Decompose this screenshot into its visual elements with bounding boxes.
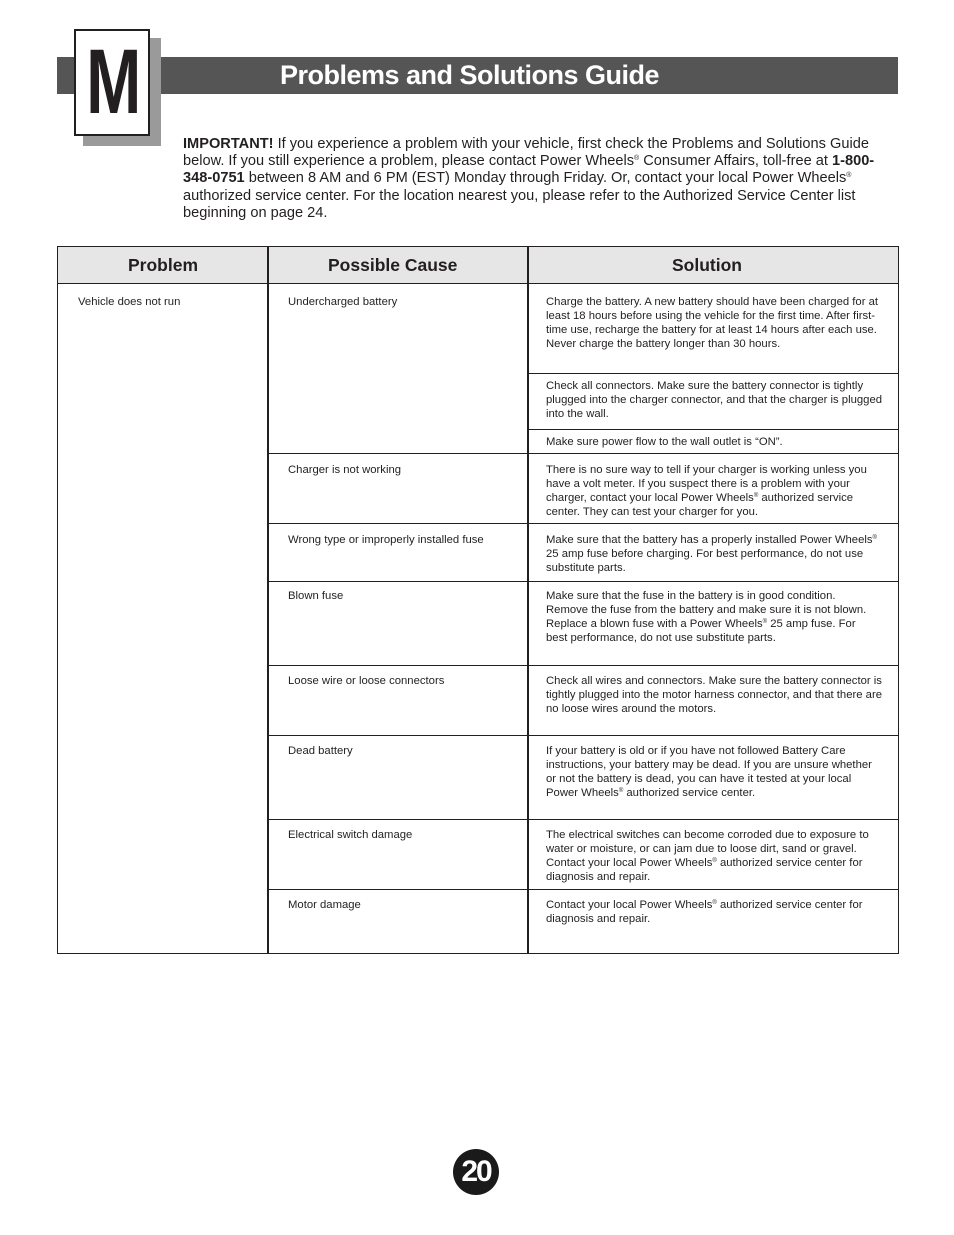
row-divider xyxy=(267,523,898,524)
registered-mark: ® xyxy=(846,172,852,180)
registered-mark: ® xyxy=(712,858,717,864)
header-problem: Problem xyxy=(128,255,199,275)
registered-mark: ® xyxy=(762,619,768,625)
registered-mark: ® xyxy=(753,493,759,499)
solution-text: 25 amp fuse before charging. For best performance, do not use substitute parts. xyxy=(546,548,864,574)
solution-text: If your battery is old or if you have not followed Battery Care instructions, your battery may be dead. If you are unsure whether or not the battery is dead, you can have it tested at your local Power Wheels xyxy=(546,745,872,799)
intro-paragraph xyxy=(183,136,883,222)
solution-text: 25 amp fuse. For best performance, do not use substitute parts. xyxy=(546,618,856,644)
problems-table xyxy=(57,246,899,954)
intro-text-3: between 8 AM and 6 PM (EST) Monday through Friday. Or, contact your local Power Wheels xyxy=(244,170,847,187)
header-cause: Possible Cause xyxy=(328,255,458,275)
row-divider xyxy=(267,665,898,666)
solution-text: Charge the battery. A new battery should have been charged for at least 18 hours before using the vehicle for the first time. After first-time use, recharge the battery for at least 14 hours after each use. Never charge the battery longer than 30 hours. xyxy=(546,296,879,350)
intro-text-4: authorized service center. For the location nearest you, please refer to the Authorized Service Center list beginning on page 24. xyxy=(183,187,856,221)
cause-cell: Dead battery xyxy=(288,745,353,757)
registered-mark: ® xyxy=(712,900,717,906)
solution-text: authorized service center. xyxy=(623,787,756,799)
solution-cell xyxy=(546,674,886,716)
header-problem-cell xyxy=(58,247,267,284)
section-tab xyxy=(74,29,150,136)
section-letter: M xyxy=(86,31,142,133)
row-divider xyxy=(267,819,898,820)
page-number: 20 xyxy=(453,1149,499,1195)
solution-cell xyxy=(546,533,886,575)
solution-cell xyxy=(546,295,886,351)
solution-cell xyxy=(546,744,876,800)
solution-text: authorized service center for diagnosis and repair. xyxy=(546,899,863,925)
solution-text: Make sure power flow to the wall outlet is “ON”. xyxy=(546,436,783,448)
title-bar xyxy=(57,57,898,94)
solution-text: Contact your local Power Wheels xyxy=(546,899,713,911)
column-divider xyxy=(267,247,269,953)
phone-number: 1-800-348-0751 xyxy=(183,153,875,187)
row-divider xyxy=(267,581,898,582)
solution-text: Check all connectors. Make sure the battery connector is tightly plugged into the charger connector, and that the charger is plugged into the wall. xyxy=(546,380,883,420)
row-divider xyxy=(267,889,898,890)
intro-text-1: If you experience a problem with your vehicle, first check the Problems and Solutions Guide below. If you still experience a problem, please contact Power Wheels xyxy=(183,136,869,170)
header-solution-cell xyxy=(529,247,898,284)
header-solution: Solution xyxy=(672,255,742,275)
column-divider xyxy=(527,247,529,953)
solution-text: There is no sure way to tell if your charger is working unless you have a volt meter. If you suspect there is a problem with your charger, contact your local Power Wheels xyxy=(546,464,867,504)
solution-text: Make sure that the battery has a properly installed Power Wheels xyxy=(546,534,873,546)
row-divider xyxy=(267,735,898,736)
solution-cell xyxy=(546,828,886,884)
solution-text: authorized service center for diagnosis and repair. xyxy=(546,857,863,883)
solution-cell xyxy=(546,435,886,449)
sub-row-divider xyxy=(527,429,898,430)
row-divider xyxy=(267,453,898,454)
cause-cell: Charger is not working xyxy=(288,464,402,476)
header-cause-cell xyxy=(269,247,527,284)
page-title: Problems and Solutions Guide xyxy=(280,60,660,90)
cause-cell: Wrong type or improperly installed fuse xyxy=(288,534,484,546)
important-label: IMPORTANT! xyxy=(183,136,274,152)
registered-mark: ® xyxy=(634,155,640,163)
sub-row-divider xyxy=(527,373,898,374)
cause-cell: Motor damage xyxy=(288,899,361,911)
cause-cell: Undercharged battery xyxy=(288,296,398,308)
registered-mark: ® xyxy=(872,535,877,541)
intro-text-2: Consumer Affairs, toll-free at xyxy=(639,153,832,170)
solution-cell xyxy=(546,463,886,519)
solution-text: authorized service center. They can test your charger for you. xyxy=(546,492,854,518)
solution-cell xyxy=(546,898,886,926)
registered-mark: ® xyxy=(618,788,624,794)
cause-cell: Electrical switch damage xyxy=(288,829,413,841)
problem-cell: Vehicle does not run xyxy=(78,296,181,308)
solution-text: Make sure that the fuse in the battery is in good condition. Remove the fuse from the battery and make sure it is not blown. Replace a blown fuse with a Power Wheels xyxy=(546,590,867,630)
solution-text: Check all wires and connectors. Make sure the battery connector is tightly plugged into the motor harness connector, and that there are no loose wires around the motors. xyxy=(546,675,882,715)
solution-cell xyxy=(546,379,886,421)
solution-text: The electrical switches can become corroded due to exposure to water or moisture, or can jam due to loose dirt, sand or gravel. Contact your local Power Wheels xyxy=(546,829,869,869)
solution-cell xyxy=(546,589,876,645)
cause-cell: Loose wire or loose connectors xyxy=(288,675,445,687)
cause-cell: Blown fuse xyxy=(288,590,344,602)
